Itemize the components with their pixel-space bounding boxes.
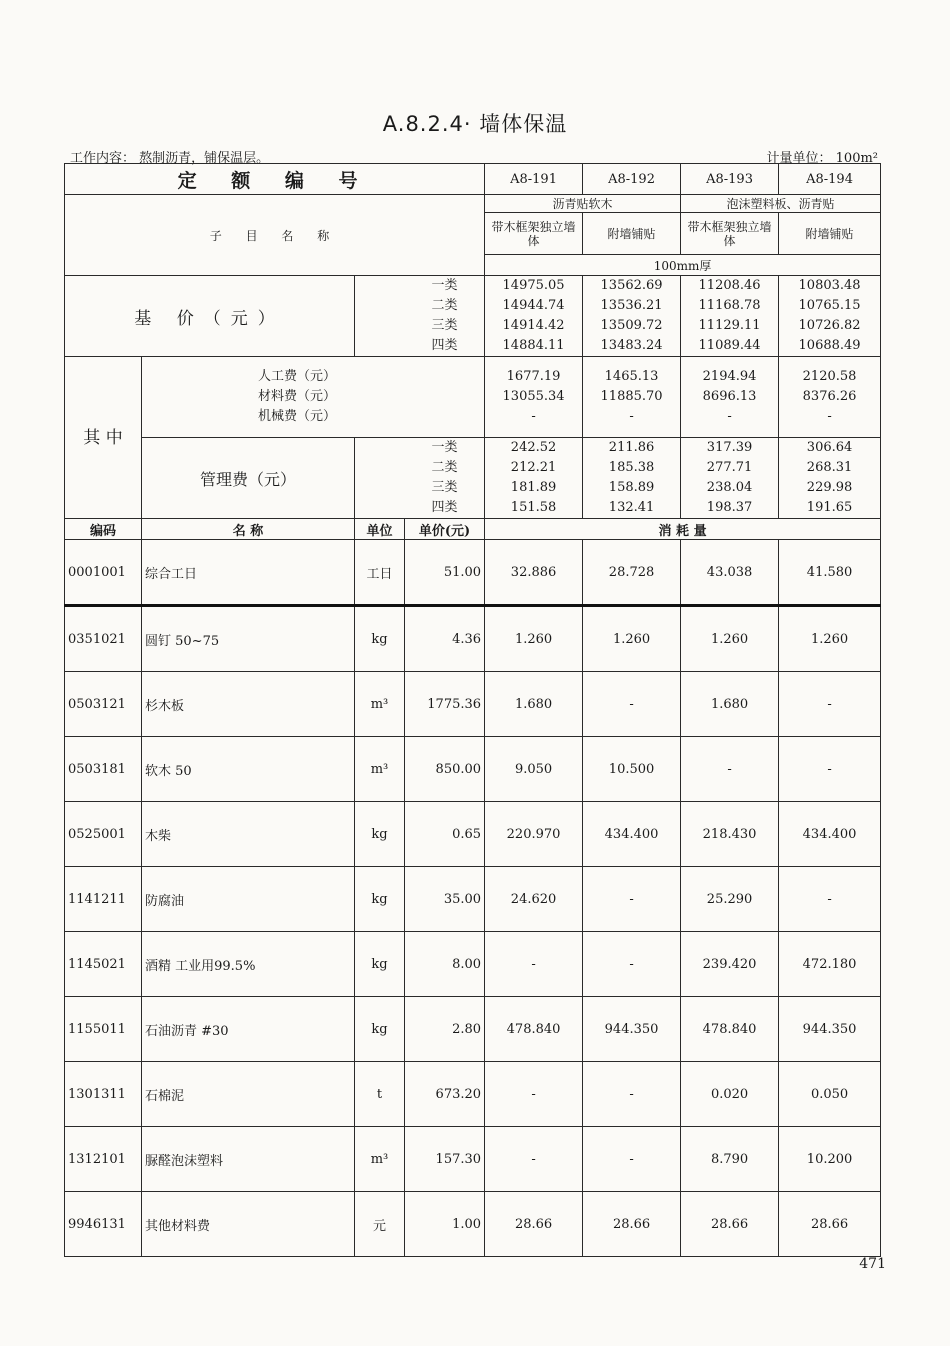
table-row xyxy=(65,1062,881,1127)
consumption-value: - xyxy=(583,672,681,737)
cost-value: 1677.19 xyxy=(506,369,561,384)
measure-unit: 计量单位： 100m² xyxy=(766,151,878,166)
item-code: 1141211 xyxy=(65,867,142,932)
mgmt-value: 212.21 xyxy=(510,460,557,475)
class-label: 四类 xyxy=(431,500,458,515)
item-price: 0.65 xyxy=(405,802,485,867)
class-label: 四类 xyxy=(431,338,458,353)
item-price: 51.00 xyxy=(405,540,485,606)
item-price: 850.00 xyxy=(405,737,485,802)
item-unit: 元 xyxy=(355,1192,405,1257)
group-label: 沥青贴软木 xyxy=(485,195,681,213)
cost-value: - xyxy=(531,409,536,424)
quota-label: 定 额 编 号 xyxy=(65,164,485,195)
mgmt-value: 242.52 xyxy=(510,440,557,455)
mgmt-value: 277.71 xyxy=(706,460,753,475)
consumption-value: 32.886 xyxy=(485,540,583,606)
consumption-value: 472.180 xyxy=(779,932,881,997)
item-name: 综合工日 xyxy=(142,540,355,606)
consumption-value: 24.620 xyxy=(485,867,583,932)
mgmt-value: 317.39 xyxy=(706,440,753,455)
cost-value: - xyxy=(827,409,832,424)
consumption-value: 43.038 xyxy=(681,540,779,606)
consumption-value: - xyxy=(485,1062,583,1127)
consumption-value: - xyxy=(779,737,881,802)
cost-label: 材料费（元） xyxy=(258,389,337,404)
item-unit: kg xyxy=(355,932,405,997)
class-label: 三类 xyxy=(431,480,458,495)
consumption-value: 28.66 xyxy=(583,1192,681,1257)
price-value: 11129.11 xyxy=(698,318,761,333)
item-unit: t xyxy=(355,1062,405,1127)
item-name: 圆钉 50~75 xyxy=(142,606,355,672)
price-value: 14914.42 xyxy=(502,318,565,333)
item-name: 石棉泥 xyxy=(142,1062,355,1127)
item-name-label: 子 目 名 称 xyxy=(65,195,485,276)
price-value: 11208.46 xyxy=(698,278,761,293)
table-row xyxy=(65,867,881,932)
mgmt-label: 管理费（元） xyxy=(142,438,355,519)
consumption-value: 1.680 xyxy=(681,672,779,737)
price-value: 14944.74 xyxy=(502,298,565,313)
work-content: 工作内容： 熬制沥青，铺保温层。 xyxy=(70,151,270,166)
cost-value: - xyxy=(629,409,634,424)
mgmt-value: 238.04 xyxy=(706,480,753,495)
item-unit: m³ xyxy=(355,737,405,802)
item-price: 2.80 xyxy=(405,997,485,1062)
consumption-value: - xyxy=(779,867,881,932)
item-code: 0525001 xyxy=(65,802,142,867)
table-row xyxy=(65,1192,881,1257)
mgmt-value: 151.58 xyxy=(510,500,557,515)
price-value: 11089.44 xyxy=(698,338,761,353)
class-label: 三类 xyxy=(431,318,458,333)
quota-table xyxy=(64,163,881,1257)
management-fee-row xyxy=(65,438,881,519)
item-unit: kg xyxy=(355,802,405,867)
price-value: 10688.49 xyxy=(798,338,861,353)
material-rows xyxy=(65,540,881,1257)
item-name: 杉木板 xyxy=(142,672,355,737)
thickness-label: 100mm厚 xyxy=(485,255,881,276)
consumption-value: 1.260 xyxy=(583,606,681,672)
col-unit: 单位 xyxy=(355,519,405,540)
mgmt-value: 198.37 xyxy=(706,500,753,515)
cost-breakdown-row xyxy=(65,357,881,438)
consumption-value: 944.350 xyxy=(583,997,681,1062)
item-code: 0503121 xyxy=(65,672,142,737)
consumption-value: - xyxy=(779,672,881,737)
cost-value: 11885.70 xyxy=(600,389,663,404)
price-value: 10803.48 xyxy=(798,278,861,293)
table-row xyxy=(65,540,881,606)
item-unit: kg xyxy=(355,997,405,1062)
mgmt-value: 268.31 xyxy=(806,460,853,475)
price-value: 13562.69 xyxy=(600,278,663,293)
consumption-value: 28.66 xyxy=(779,1192,881,1257)
quota-code-row xyxy=(65,164,881,195)
cost-value: 2194.94 xyxy=(702,369,757,384)
item-code: 0503181 xyxy=(65,737,142,802)
mgmt-value: 306.64 xyxy=(806,440,853,455)
group-row xyxy=(65,195,881,213)
col-code: 编码 xyxy=(65,519,142,540)
consumption-value: 28.66 xyxy=(485,1192,583,1257)
item-unit: m³ xyxy=(355,1127,405,1192)
item-price: 1.00 xyxy=(405,1192,485,1257)
consumption-value: 1.260 xyxy=(681,606,779,672)
table-row xyxy=(65,672,881,737)
consumption-value: 9.050 xyxy=(485,737,583,802)
mgmt-value: 181.89 xyxy=(510,480,557,495)
class-label: 二类 xyxy=(431,460,458,475)
item-name: 软木 50 xyxy=(142,737,355,802)
mgmt-value: 211.86 xyxy=(608,440,655,455)
price-value: 13509.72 xyxy=(600,318,663,333)
table-row xyxy=(65,802,881,867)
price-value: 14884.11 xyxy=(502,338,565,353)
consumption-value: 28.728 xyxy=(583,540,681,606)
consumption-value: 944.350 xyxy=(779,997,881,1062)
item-name: 酒精 工业用99.5% xyxy=(142,932,355,997)
price-value: 11168.78 xyxy=(698,298,761,313)
class-label: 二类 xyxy=(431,298,458,313)
cost-value: 8696.13 xyxy=(702,389,757,404)
item-code: 0351021 xyxy=(65,606,142,672)
item-unit: 工日 xyxy=(355,540,405,606)
consumption-value: - xyxy=(583,1062,681,1127)
class-label: 一类 xyxy=(431,440,458,455)
price-value: 13483.24 xyxy=(600,338,663,353)
consumption-value: 478.840 xyxy=(681,997,779,1062)
cost-label: 人工费（元） xyxy=(258,369,337,384)
item-name: 木柴 xyxy=(142,802,355,867)
cost-label: 机械费（元） xyxy=(258,409,337,424)
table-row xyxy=(65,737,881,802)
item-name: 脲醛泡沫塑料 xyxy=(142,1127,355,1192)
consumption-value: - xyxy=(583,1127,681,1192)
item-price: 35.00 xyxy=(405,867,485,932)
consumption-value: - xyxy=(485,932,583,997)
consumption-value: 10.500 xyxy=(583,737,681,802)
quota-code: A8-191 xyxy=(485,164,583,195)
col-price: 单价(元) xyxy=(405,519,485,540)
base-price-row xyxy=(65,276,881,357)
mgmt-value: 229.98 xyxy=(806,480,853,495)
consumption-value: 8.790 xyxy=(681,1127,779,1192)
item-code: 0001001 xyxy=(65,540,142,606)
consumption-value: 1.680 xyxy=(485,672,583,737)
mgmt-value: 158.89 xyxy=(608,480,655,495)
price-value: 14975.05 xyxy=(502,278,565,293)
consumption-value: 434.400 xyxy=(583,802,681,867)
column-header-row xyxy=(65,519,881,540)
mgmt-value: 191.65 xyxy=(806,500,853,515)
item-name: 防腐油 xyxy=(142,867,355,932)
consumption-value: - xyxy=(485,1127,583,1192)
item-name: 石油沥青 #30 xyxy=(142,997,355,1062)
consumption-value: 10.200 xyxy=(779,1127,881,1192)
base-price-label: 基 价（元） xyxy=(65,276,355,357)
item-unit: kg xyxy=(355,606,405,672)
consumption-value: 0.020 xyxy=(681,1062,779,1127)
subitem-label: 带木框架独立墙体 xyxy=(681,213,779,255)
page-number: 471 xyxy=(859,1256,886,1272)
item-code: 1145021 xyxy=(65,932,142,997)
table-row xyxy=(65,606,881,672)
item-code: 9946131 xyxy=(65,1192,142,1257)
consumption-value: - xyxy=(583,932,681,997)
quota-code: A8-194 xyxy=(779,164,881,195)
consumption-value: 0.050 xyxy=(779,1062,881,1127)
consumption-value: 239.420 xyxy=(681,932,779,997)
consumption-value: 434.400 xyxy=(779,802,881,867)
item-price: 673.20 xyxy=(405,1062,485,1127)
group-label: 泡沫塑料板、沥青贴 xyxy=(681,195,881,213)
item-unit: m³ xyxy=(355,672,405,737)
item-code: 1155011 xyxy=(65,997,142,1062)
quota-code: A8-192 xyxy=(583,164,681,195)
consumption-value: 25.290 xyxy=(681,867,779,932)
table-row xyxy=(65,997,881,1062)
mgmt-value: 132.41 xyxy=(608,500,655,515)
price-value: 10726.82 xyxy=(798,318,861,333)
price-value: 13536.21 xyxy=(600,298,663,313)
col-consumption: 消 耗 量 xyxy=(485,519,881,540)
consumption-value: - xyxy=(583,867,681,932)
class-label: 一类 xyxy=(431,278,458,293)
col-name: 名 称 xyxy=(142,519,355,540)
item-name: 其他材料费 xyxy=(142,1192,355,1257)
item-code: 1312101 xyxy=(65,1127,142,1192)
item-price: 4.36 xyxy=(405,606,485,672)
consumption-value: - xyxy=(681,737,779,802)
table-row xyxy=(65,1127,881,1192)
consumption-value: 478.840 xyxy=(485,997,583,1062)
page-title: A.8.2.4· 墙体保温 xyxy=(382,112,568,136)
subitem-label: 附墙铺贴 xyxy=(583,213,681,255)
item-code: 1301311 xyxy=(65,1062,142,1127)
subitem-label: 附墙铺贴 xyxy=(779,213,881,255)
quota-code: A8-193 xyxy=(681,164,779,195)
cost-value: - xyxy=(727,409,732,424)
item-price: 157.30 xyxy=(405,1127,485,1192)
consumption-value: 41.580 xyxy=(779,540,881,606)
cost-value: 8376.26 xyxy=(802,389,857,404)
consumption-value: 218.430 xyxy=(681,802,779,867)
consumption-value: 1.260 xyxy=(779,606,881,672)
item-price: 1775.36 xyxy=(405,672,485,737)
item-unit: kg xyxy=(355,867,405,932)
consumption-value: 28.66 xyxy=(681,1192,779,1257)
breakdown-label: 其 中 xyxy=(65,357,142,519)
subitem-label: 带木框架独立墙体 xyxy=(485,213,583,255)
consumption-value: 220.970 xyxy=(485,802,583,867)
cost-value: 2120.58 xyxy=(802,369,857,384)
table-row xyxy=(65,932,881,997)
consumption-value: 1.260 xyxy=(485,606,583,672)
mgmt-value: 185.38 xyxy=(608,460,655,475)
item-price: 8.00 xyxy=(405,932,485,997)
price-value: 10765.15 xyxy=(798,298,861,313)
cost-value: 13055.34 xyxy=(502,389,565,404)
cost-value: 1465.13 xyxy=(604,369,659,384)
